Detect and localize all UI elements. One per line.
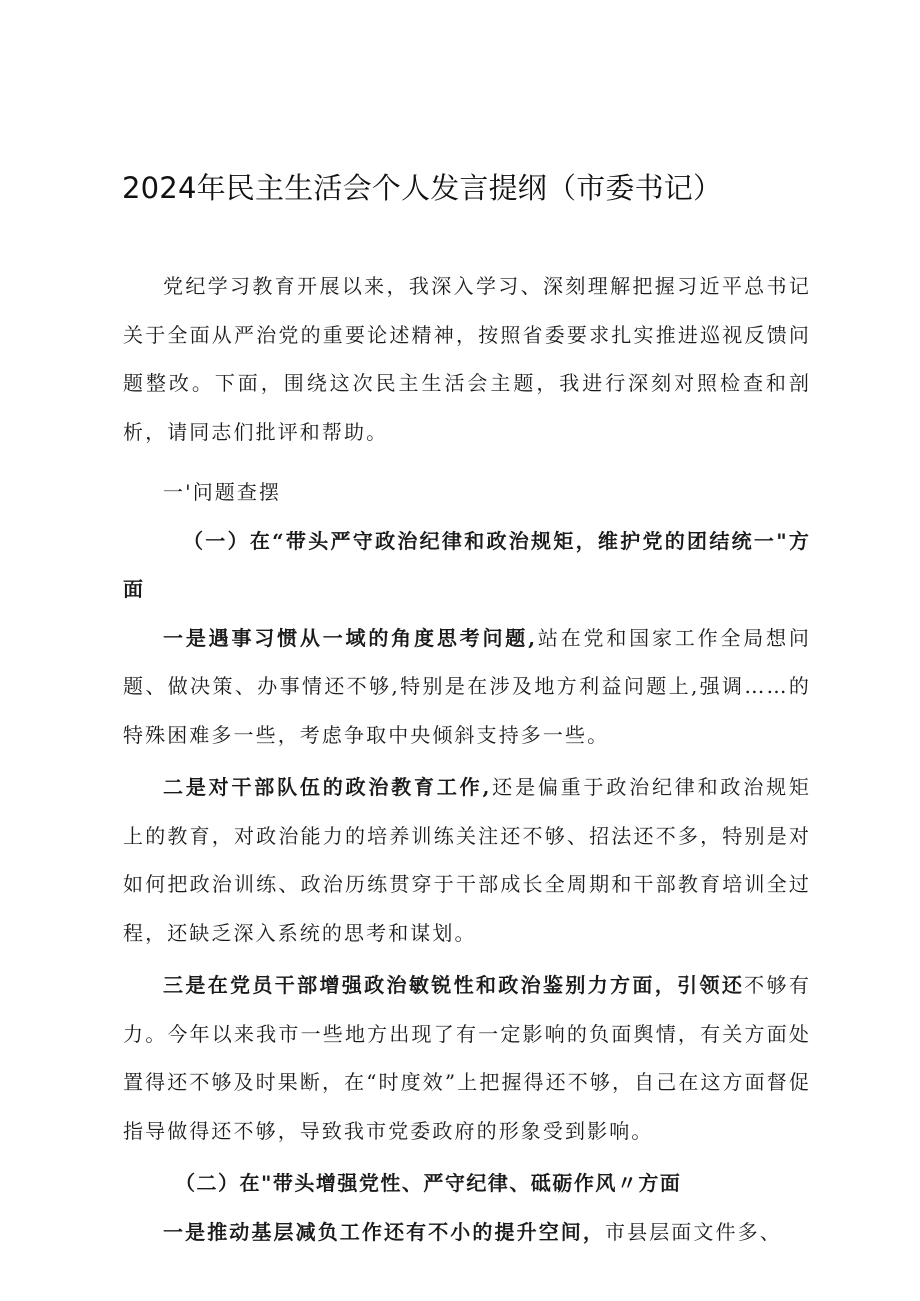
issue-3-lead: 三是在党员干部增强政治敏锐性和政治鉴别力方面，引领还 [163,973,745,997]
issue-paragraph-3 [123,961,811,1155]
document-body [123,262,811,1256]
issue-2-lead: 二是对干部队伍的政治教育工作, [163,775,492,799]
subsection-heading-1 [123,517,811,614]
subsection-heading-1-text: （一）在“带头严守政治纪律和政治规矩，维护党的团结统一"方面 [123,528,811,601]
issue-4-lead: 一是推动基层减负工作还有不小的提升空间， [163,1219,605,1244]
issue-1-lead: 一是遇事习惯从一域的角度思考问题, [163,625,538,650]
issue-4-text: 市县层面文件多、 [605,1219,782,1244]
issue-paragraph-4 [123,1208,811,1257]
issue-2-text: 还是偏重于政治纪律和政治规矩上的教育，对政治能力的培养训练关注还不够、招法还不多，特别是对如何把政治训练、政治历练贯穿于干部成长全周期和干部教育培训全过程，还缺乏深入系统的思考和谋划。 [123,775,811,945]
intro-paragraph: 党纪学习教育开展以来，我深入学习、深刻理解把握习近平总书记关于全面从严治党的重要论述精神，按照省委要求扎实推进巡视反馈问题整改。下面，围绕这次民主生活会主题，我进行深刻对照检查和剖析，请同志们批评和帮助。 [123,274,811,444]
issue-paragraph-1 [123,614,811,760]
document-title: 2024年民主生活会个人发言提纲（市委书记） [122,171,723,205]
subsection-heading-2-text: （二）在"带头增强党性、严守纪律、砥砺作风〃方面 [175,1171,682,1195]
issue-paragraph-2 [123,763,811,957]
issue-1-text: 站在党和国家工作全局想问题、做决策、办事情还不够,特别是在涉及地方利益问题上,强调……的特殊困难多一些，考虑争取中央倾斜支持多一些。 [123,625,811,747]
section-heading-problems: 一'问题查摆 [163,480,282,504]
issue-3-text: 不够有力。今年以来我市一些地方出现了有一定影响的负面舆情，有关方面处置得还不够及时果断，在“时度效”上把握得还不够，自己在这方面督促指导做得还不够，导致我市党委政府的形象受到影响。 [123,973,811,1143]
subsection-heading-2 [123,1159,811,1208]
